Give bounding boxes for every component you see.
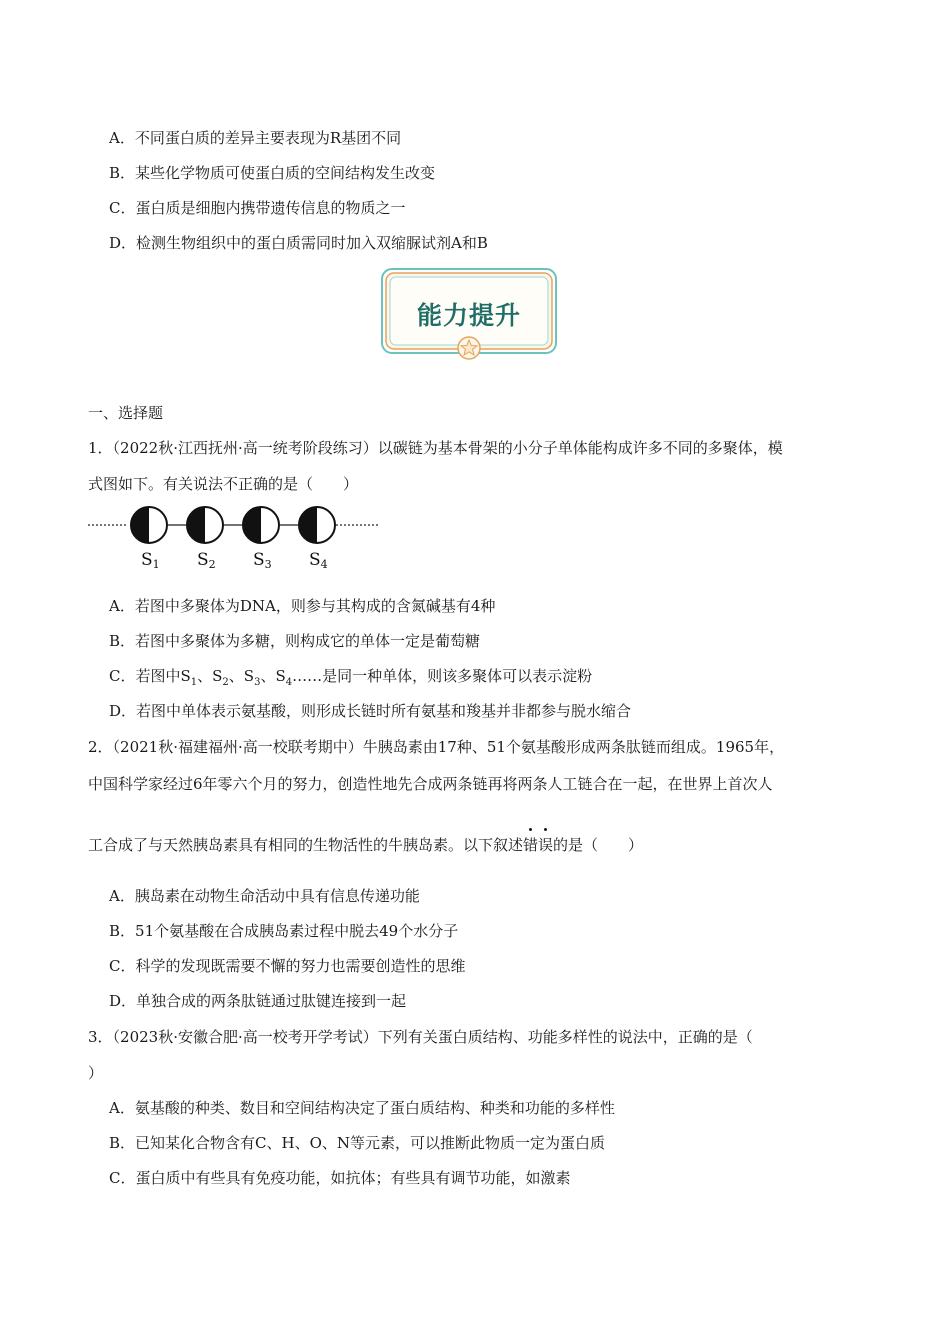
q1-option-a: A．若图中多聚体为DNA，则参与其构成的含氮碱基有4种 bbox=[109, 597, 496, 615]
emphasis-char: 误 bbox=[538, 836, 554, 854]
monomer-3-icon bbox=[243, 507, 279, 543]
monomer-label-3: S3 bbox=[253, 550, 272, 571]
option-d: D．检测生物组织中的蛋白质需同时加入双缩脲试剂A和B bbox=[109, 234, 488, 252]
q1-option-d: D．若图中单体表示氨基酸，则形成长链时所有氨基和羧基并非都参与脱水缩合 bbox=[109, 702, 632, 720]
section-title: 一、选择题 bbox=[88, 404, 164, 422]
q3-option-a: A．氨基酸的种类、数目和空间结构决定了蛋白质结构、种类和功能的多样性 bbox=[109, 1099, 615, 1117]
q2-option-b: B．51个氨基酸在合成胰岛素过程中脱去49个水分子 bbox=[109, 922, 459, 940]
q2-stem-line1: 2．（2021秋·福建福州·高一校联考期中）牛胰岛素由17种、51个氨基酸形成两条肽链而组成。1965年， bbox=[88, 738, 785, 756]
monomer-1-icon bbox=[131, 507, 167, 543]
monomer-2-icon bbox=[187, 507, 223, 543]
monomer-label-4: S4 bbox=[309, 550, 328, 571]
q2-option-a: A．胰岛素在动物生命活动中具有信息传递功能 bbox=[109, 887, 420, 905]
q3-stem-line2: ） bbox=[88, 1064, 104, 1082]
q3-option-b: B．已知某化合物含有C、H、O、N等元素，可以推断此物质一定为蛋白质 bbox=[109, 1134, 606, 1152]
option-a: A．不同蛋白质的差异主要表现为R基团不同 bbox=[109, 129, 402, 147]
ability-badge bbox=[381, 268, 557, 360]
monomer-label-1: S1 bbox=[141, 550, 160, 571]
polymer-chain-diagram bbox=[86, 505, 386, 575]
q1-option-b: B．若图中多聚体为多糖，则构成它的单体一定是葡萄糖 bbox=[109, 632, 481, 650]
monomer-4-icon bbox=[299, 507, 335, 543]
badge-label: 能力提升 bbox=[416, 301, 521, 330]
q3-option-c: C．蛋白质中有些具有免疫功能，如抗体；有些具有调节功能，如激素 bbox=[109, 1169, 571, 1187]
q1-option-c: C．若图中$S_1$、$S_2$、$S_3$、$S_4\dots\dots$是同一种单体，则该多聚体可以表示淀粉 bbox=[109, 667, 593, 688]
option-c: C．蛋白质是细胞内携带遗传信息的物质之一 bbox=[109, 199, 406, 217]
emphasis-char: 错 bbox=[523, 836, 539, 854]
q1-stem-line1: 1．（2022秋·江西抚州·高一统考阶段练习）以碳链为基本骨架的小分子单体能构成许多不同的多聚体，模 bbox=[88, 439, 783, 457]
q2-option-c: C．科学的发现既需要不懈的努力也需要创造性的思维 bbox=[109, 957, 466, 975]
q2-stem-line3: 工合成了与天然胰岛素具有相同的生物活性的牛胰岛素。以下叙述错误的是（ ） bbox=[88, 836, 644, 854]
q2-option-d: D．单独合成的两条肽链通过肽键连接到一起 bbox=[109, 992, 407, 1010]
q1-stem-line2: 式图如下。有关说法不正确的是（ ） bbox=[88, 475, 359, 493]
option-b: B．某些化学物质可使蛋白质的空间结构发生改变 bbox=[109, 164, 436, 182]
q2-stem-line2: 中国科学家经过6年零六个月的努力，创造性地先合成两条链再将两条人工链合在一起，在世界上首次人 bbox=[88, 775, 773, 793]
q3-stem-line1: 3．（2023秋·安徽合肥·高一校考开学考试）下列有关蛋白质结构、功能多样性的说法中，正确的是（ bbox=[88, 1028, 753, 1046]
monomer-label-2: S2 bbox=[197, 550, 216, 571]
